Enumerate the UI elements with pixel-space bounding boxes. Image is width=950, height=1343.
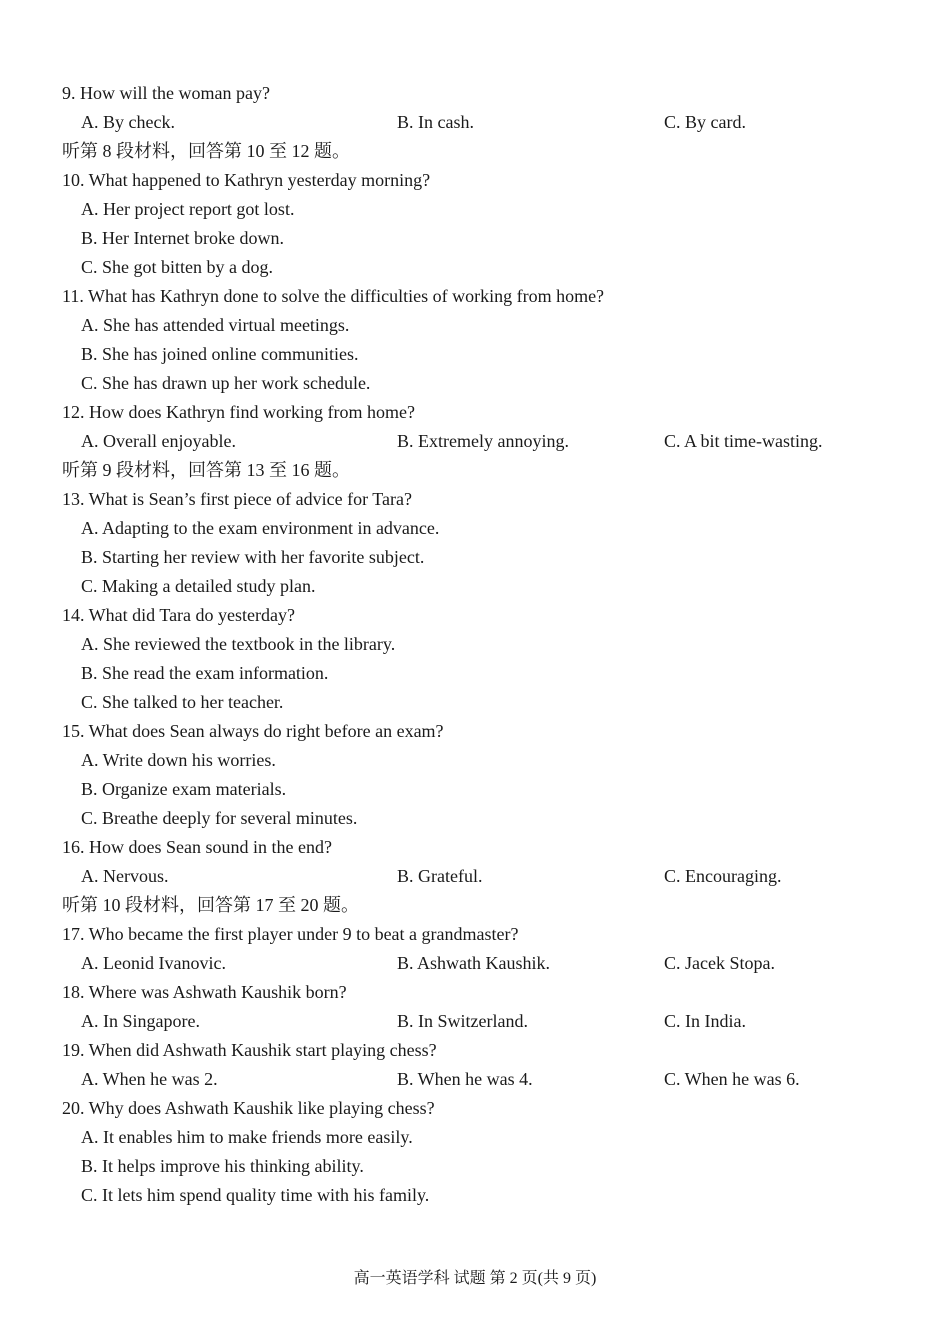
question-stem: 13. What is Sean’s first piece of advice for Tara? [62,489,412,509]
option-c: C. In India. [664,1011,746,1031]
option-line: B. It helps improve his thinking ability. [81,1156,364,1176]
option-row [62,1007,922,1036]
option-b: B. Ashwath Kaushik. [397,953,550,973]
option-b: B. When he was 4. [397,1069,533,1089]
option-line: A. Her project report got lost. [81,199,295,219]
option-a: A. In Singapore. [81,1011,200,1031]
option-line: A. Adapting to the exam environment in advance. [81,518,440,538]
option-b: B. In Switzerland. [397,1011,528,1031]
question-stem: 16. How does Sean sound in the end? [62,837,332,857]
question-stem: 9. How will the woman pay? [62,83,270,103]
option-c: C. Encouraging. [664,866,782,886]
page-footer: 高一英语学科 试题 第 2 页(共 9 页) [353,1270,597,1287]
option-line: C. Breathe deeply for several minutes. [81,808,358,828]
option-a: A. Leonid Ivanovic. [81,953,226,973]
option-line: A. She has attended virtual meetings. [81,315,350,335]
option-row [62,427,922,456]
question-stem: 10. What happened to Kathryn yesterday morning? [62,170,431,190]
option-a: A. Nervous. [81,866,169,886]
option-c: C. A bit time-wasting. [664,431,823,451]
option-row [62,108,922,137]
option-b: B. Grateful. [397,866,483,886]
option-c: C. By card. [664,112,746,132]
question-stem: 12. How does Kathryn find working from home? [62,402,415,422]
option-line: B. Her Internet broke down. [81,228,284,248]
question-stem: 14. What did Tara do yesterday? [62,605,295,625]
section-instruction: 听第 8 段材料，回答第 10 至 12 题。 [62,141,350,161]
option-line: A. She reviewed the textbook in the library. [81,634,396,654]
option-line: C. It lets him spend quality time with his family. [81,1185,430,1205]
option-line: B. She has joined online communities. [81,344,359,364]
option-a: A. When he was 2. [81,1069,218,1089]
question-stem: 20. Why does Ashwath Kaushik like playing chess? [62,1098,435,1118]
option-b: B. In cash. [397,112,474,132]
option-line: B. Organize exam materials. [81,779,287,799]
option-line: A. It enables him to make friends more easily. [81,1127,413,1147]
section-instruction: 听第 9 段材料，回答第 13 至 16 题。 [62,460,350,480]
option-row [62,1065,922,1094]
question-stem: 15. What does Sean always do right before an exam? [62,721,444,741]
question-stem: 17. Who became the first player under 9 to beat a grandmaster? [62,924,519,944]
option-b: B. Extremely annoying. [397,431,569,451]
option-line: A. Write down his worries. [81,750,276,770]
option-c: C. When he was 6. [664,1069,800,1089]
question-stem: 18. Where was Ashwath Kaushik born? [62,982,347,1002]
section-instruction: 听第 10 段材料，回答第 17 至 20 题。 [62,895,359,915]
option-row [62,949,922,978]
option-line: C. Making a detailed study plan. [81,576,316,596]
question-stem: 11. What has Kathryn done to solve the difficulties of working from home? [62,286,605,306]
option-line: C. She got bitten by a dog. [81,257,273,277]
option-c: C. Jacek Stopa. [664,953,775,973]
option-a: A. By check. [81,112,175,132]
question-stem: 19. When did Ashwath Kaushik start playing chess? [62,1040,437,1060]
option-line: B. Starting her review with her favorite subject. [81,547,425,567]
option-a: A. Overall enjoyable. [81,431,236,451]
question-list [62,79,922,1210]
option-line: C. She has drawn up her work schedule. [81,373,371,393]
option-line: C. She talked to her teacher. [81,692,284,712]
option-row [62,862,922,891]
option-line: B. She read the exam information. [81,663,329,683]
